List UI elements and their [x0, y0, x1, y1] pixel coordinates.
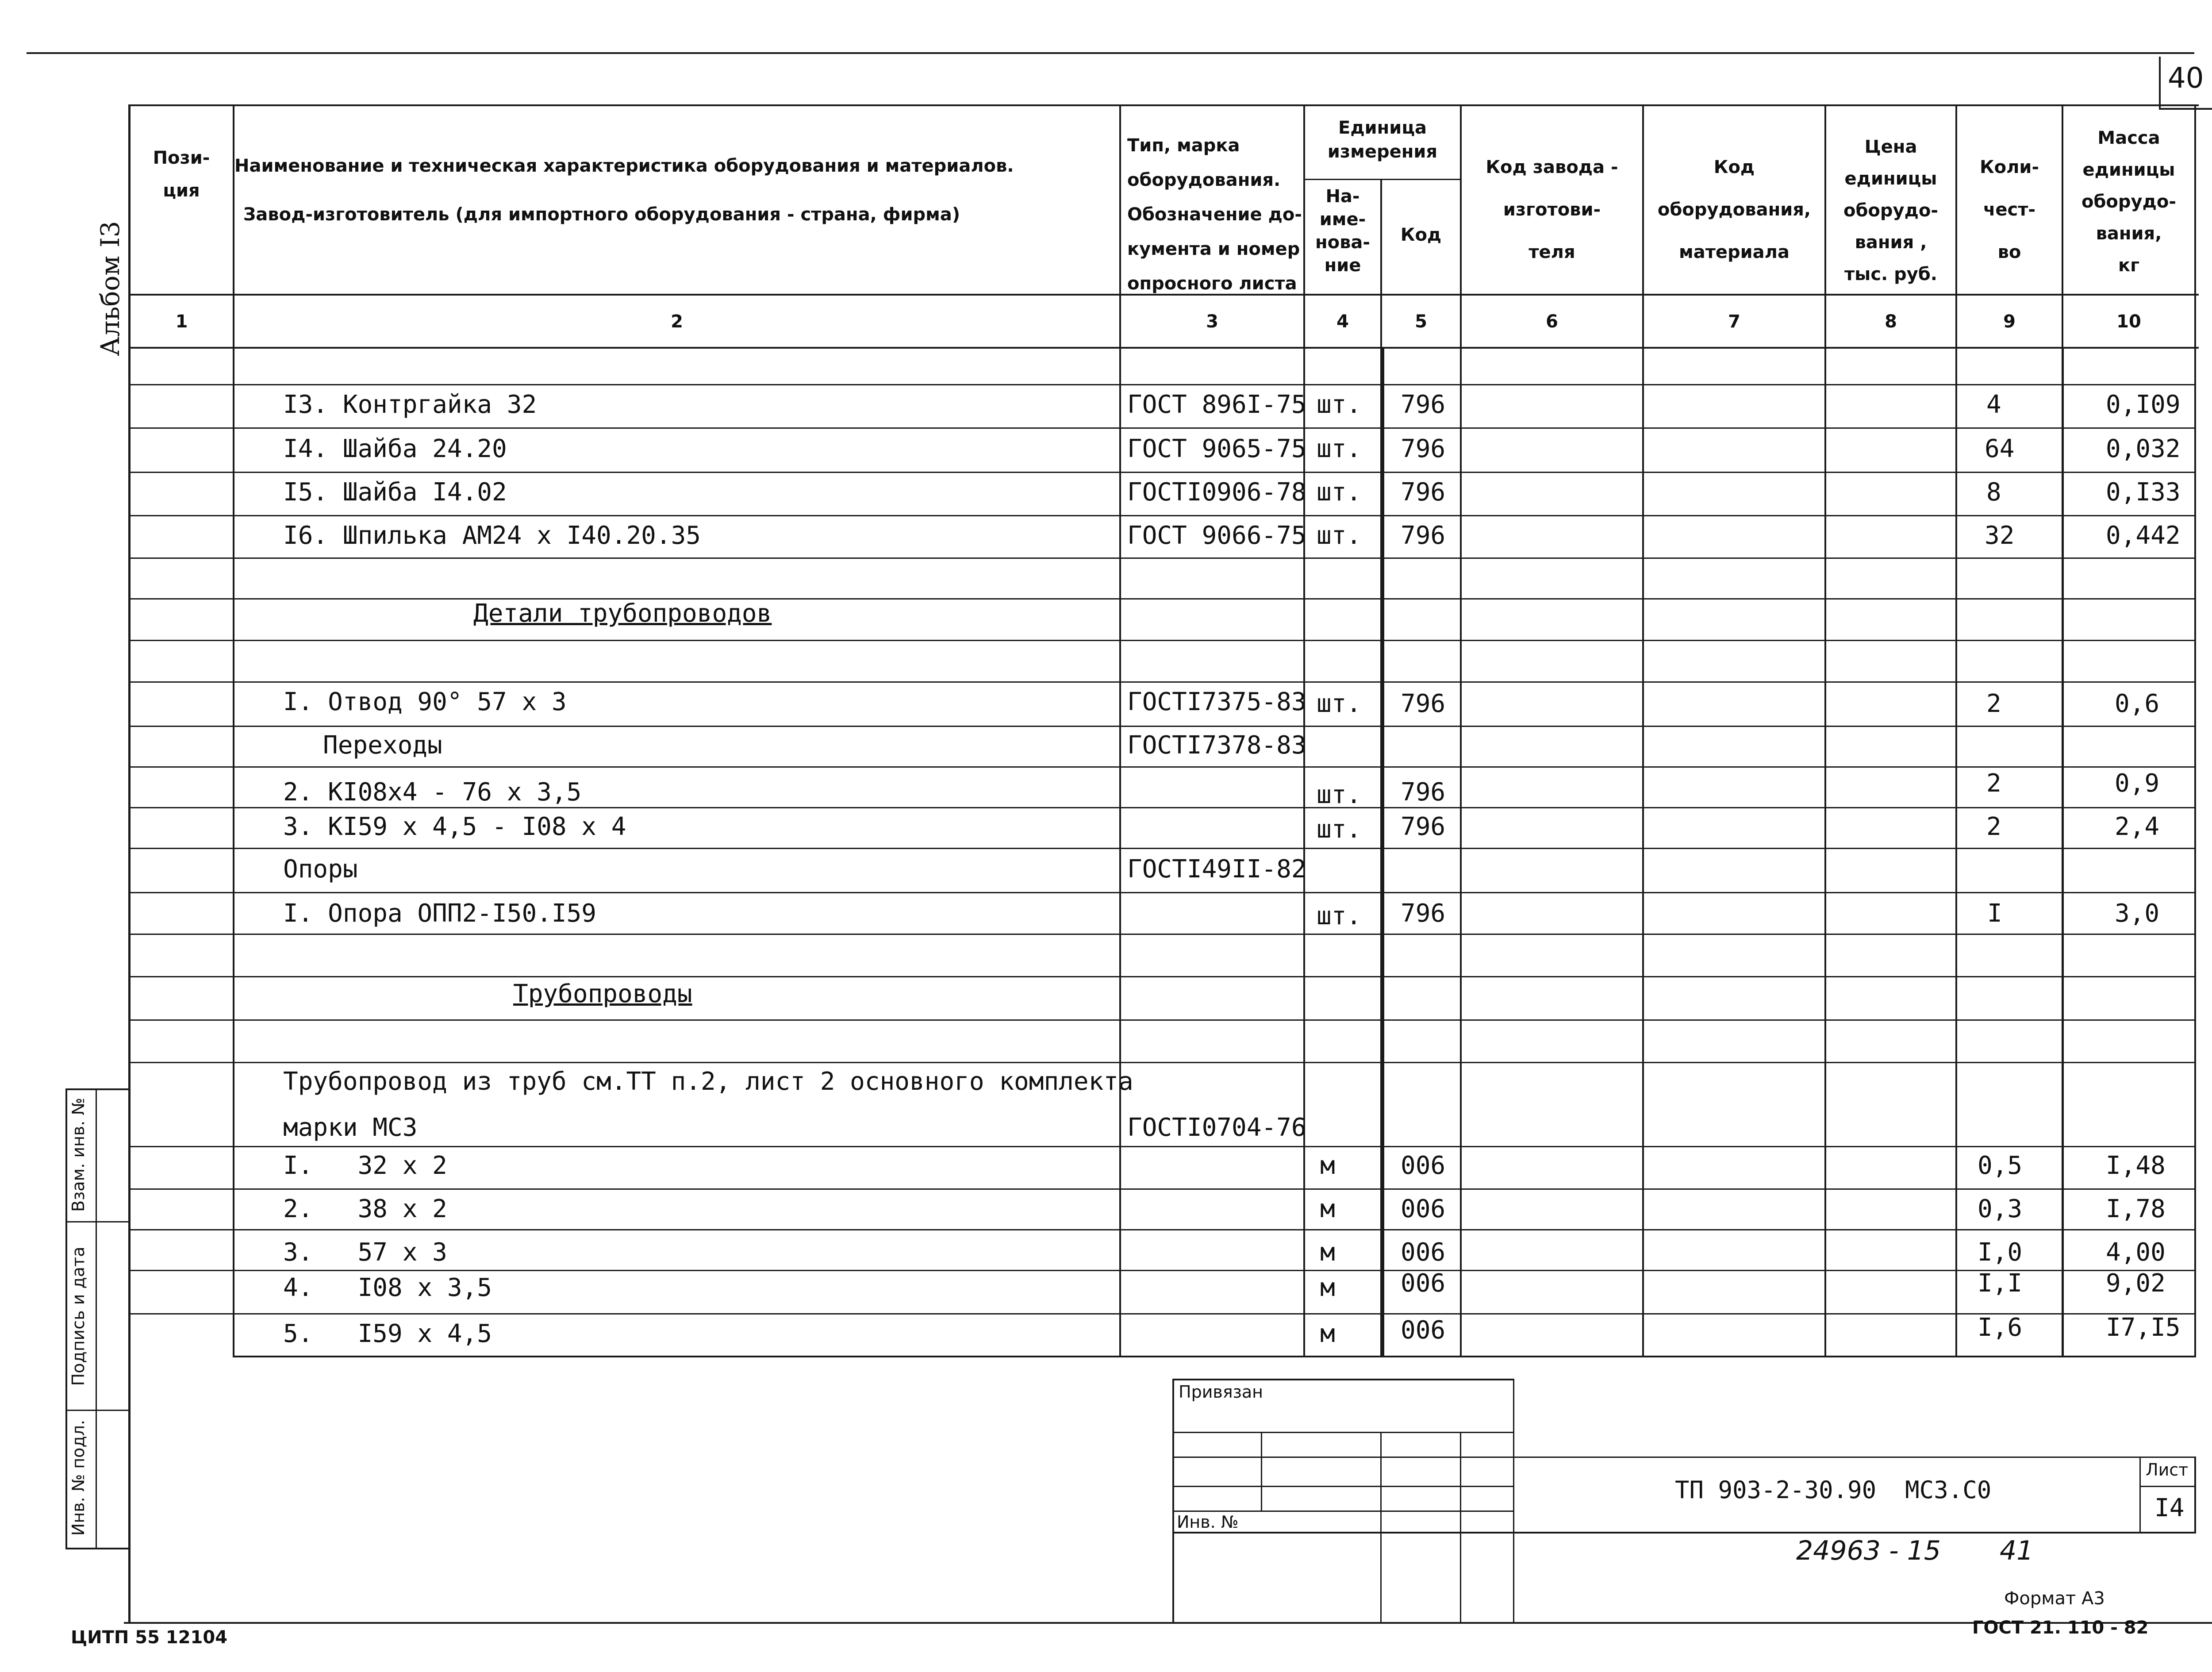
row-mass: 0,I09 [2106, 390, 2181, 419]
header-col8: Цена единицы оборудо- вания , тыс. руб. [1843, 137, 1938, 284]
row-line [128, 640, 2196, 641]
thick-right [2062, 347, 2064, 1357]
row-unit: м [1320, 1151, 1335, 1180]
row-line [128, 848, 2196, 849]
row-line [128, 766, 2196, 768]
row-line [128, 515, 2196, 516]
row-unit: м [1320, 1319, 1335, 1348]
col-line-6 [1642, 104, 1644, 1357]
row-mass: I,78 [2106, 1195, 2166, 1223]
stamp-sheet-split [2139, 1486, 2196, 1487]
table-top [128, 104, 2199, 106]
row-code: 796 [1401, 521, 1446, 550]
row-line [128, 1062, 2196, 1063]
row-mass: I7,I5 [2106, 1313, 2181, 1342]
row-doc: ГОСТI0704-76 [1127, 1113, 1306, 1142]
row-unit: шт. [1317, 478, 1362, 507]
row-unit: шт. [1317, 689, 1362, 718]
row-qty: I,I [1978, 1269, 2023, 1298]
row-name: 4. I08 х 3,5 [283, 1273, 492, 1302]
row-qty: 2 [1986, 689, 2001, 718]
side-vzam-inv: Взам. инв. № [69, 1098, 88, 1212]
frame-bottom [124, 1622, 2212, 1624]
row-qty: I,0 [1978, 1238, 2023, 1267]
col-line-7 [1824, 104, 1826, 1357]
bottom-left-code: ЦИТП 55 12104 [71, 1627, 228, 1648]
header-col9: Коли- чест- во [1979, 157, 2039, 262]
row-qty: 64 [1985, 434, 2015, 463]
row-mass: 3,0 [2115, 899, 2160, 928]
col-number: 8 [1885, 311, 1897, 332]
row-name: Опоры [283, 855, 358, 884]
row-code: 006 [1401, 1269, 1446, 1298]
row-code: 796 [1401, 390, 1446, 419]
header-col6: Код завода - изготови- теля [1486, 157, 1618, 262]
row-unit: шт. [1317, 521, 1362, 550]
row-line [128, 427, 2196, 429]
row-name: 3. 57 х 3 [283, 1238, 447, 1267]
col-number: 6 [1546, 311, 1558, 332]
header-unit-group: Единица измерения [1327, 118, 1438, 162]
stamp-row [1172, 1457, 1513, 1458]
corner-box-left [2159, 57, 2161, 109]
row-name: I3. Контргайка 32 [283, 390, 537, 419]
stamp-privyazan: Привязан [1179, 1382, 1263, 1402]
row-mass: 0,032 [2106, 434, 2181, 463]
row-code: 796 [1401, 812, 1446, 841]
row-code: 796 [1401, 778, 1446, 807]
stamp-row [1172, 1511, 1513, 1512]
row-mass: 0,6 [2115, 689, 2160, 718]
format-standard: ГОСТ 21. 110 - 82 [1972, 1618, 2149, 1638]
col-number: 10 [2116, 311, 2141, 332]
header-col2: Наименование и техническая характеристика оборудования и материалов. Завод-изготовитель (для импортного оборудования - страна, фирма) [234, 156, 1014, 225]
stamp-row [1172, 1486, 1513, 1487]
section-heading: Трубопроводы [513, 980, 692, 1008]
row-line [128, 1270, 2196, 1271]
header-col1: Пози- ция [153, 148, 210, 201]
stamp-top [1172, 1379, 1513, 1380]
row-line [128, 681, 2196, 683]
row-line [128, 892, 2196, 893]
row-name: марки МС3 [283, 1113, 418, 1142]
side-inv-podl: Инв. № подл. [69, 1419, 88, 1536]
row-line [128, 557, 2196, 559]
row-name: Переходы [323, 731, 442, 760]
row-name: 2. КI08х4 - 76 х 3,5 [283, 778, 582, 807]
row-code: 006 [1401, 1151, 1446, 1180]
row-doc: ГОСТ 9066-75 [1127, 521, 1306, 550]
row-name: I6. Шпилька АМ24 х I40.20.35 [283, 521, 701, 550]
row-qty: 32 [1985, 521, 2015, 550]
row-code: 006 [1401, 1195, 1446, 1223]
row-unit: м [1320, 1195, 1335, 1223]
row-qty: I,6 [1978, 1313, 2023, 1342]
row-code: 006 [1401, 1316, 1446, 1345]
row-unit: шт. [1317, 434, 1362, 463]
stamp-sheet-no: I4 [2154, 1494, 2185, 1522]
col-number: 7 [1728, 311, 1740, 332]
row-qty: 0,5 [1978, 1151, 2023, 1180]
row-line [128, 1229, 2196, 1230]
row-name: 2. 38 х 2 [283, 1195, 447, 1223]
col-number: 9 [2003, 311, 2016, 332]
row-name: 3. КI59 х 4,5 - I08 х 4 [283, 812, 626, 841]
row-mass: 9,02 [2106, 1269, 2166, 1298]
row-mass: 0,9 [2115, 769, 2160, 798]
row-unit: шт. [1317, 390, 1362, 419]
side-divider [65, 1221, 130, 1222]
row-name: I. Отвод 90° 57 х 3 [283, 688, 567, 716]
top-rule [27, 52, 2194, 54]
stamp-doc-top [1513, 1457, 2196, 1458]
section-heading: Детали трубопроводов [473, 599, 772, 628]
stamp-col [1460, 1432, 1461, 1622]
row-mass: 0,442 [2106, 521, 2181, 550]
side-box-inner [96, 1088, 97, 1549]
row-name: I. 32 х 2 [283, 1151, 447, 1180]
col-line-10 [2194, 104, 2196, 1357]
row-name: 5. I59 х 4,5 [283, 1319, 492, 1348]
row-line [128, 1019, 2196, 1021]
side-box-left [65, 1088, 67, 1549]
header-col5: Код [1400, 225, 1442, 245]
stamp-col [1380, 1432, 1382, 1622]
col-number: 5 [1415, 311, 1427, 332]
stamp-sheet-label: Лист [2146, 1460, 2189, 1480]
row-unit: м [1320, 1273, 1335, 1302]
row-line [128, 472, 2196, 473]
row-mass: I,48 [2106, 1151, 2166, 1180]
stamp-right [2194, 1457, 2196, 1533]
numbers-bottom [128, 347, 2199, 349]
row-unit: шт. [1317, 780, 1362, 809]
stamp-bottom [1172, 1532, 2196, 1534]
col-number: 3 [1206, 311, 1218, 332]
row-doc: ГОСТ 9065-75 [1127, 434, 1306, 463]
row-name: I5. Шайба I4.02 [283, 478, 507, 507]
format-label: Формат А3 [2004, 1588, 2105, 1609]
stamp-col [1261, 1432, 1262, 1511]
side-divider [65, 1410, 130, 1411]
row-mass: 2,4 [2115, 812, 2160, 841]
col-number: 1 [175, 311, 188, 332]
row-code: 006 [1401, 1238, 1446, 1267]
handwritten-sheet: 41 [2000, 1535, 2034, 1566]
row-name: I. Опора ОПП2-I50.I59 [283, 899, 597, 928]
sheet-corner-number: 40 [2168, 62, 2204, 95]
row-name: I4. Шайба 24.20 [283, 434, 507, 463]
row-qty: I [1987, 899, 2002, 928]
row-code: 796 [1401, 899, 1446, 928]
row-unit: м [1320, 1238, 1335, 1267]
unit-split [1304, 179, 1462, 180]
row-unit: шт. [1317, 902, 1362, 930]
row-doc: ГОСТ 896I-75 [1127, 390, 1306, 419]
row-qty: 8 [1986, 478, 2001, 507]
header-col4: На- име- нова- ние [1315, 186, 1371, 276]
row-line [128, 1188, 2196, 1190]
row-line [128, 598, 2196, 600]
col-number: 4 [1336, 311, 1349, 332]
stamp-left [1172, 1379, 1174, 1622]
row-line [128, 1146, 2196, 1147]
handwritten-number: 24963 - 15 [1796, 1535, 1941, 1566]
row-qty: 2 [1986, 812, 2001, 841]
stamp-sheet-left [2139, 1457, 2141, 1533]
stamp-inv-no: Инв. № [1177, 1512, 1239, 1532]
col-line-8 [1955, 104, 1957, 1357]
col-line-5 [1460, 104, 1462, 1357]
col-number: 2 [671, 311, 683, 332]
row-doc: ГОСТI7375-83 [1127, 688, 1306, 716]
row-line [128, 976, 2196, 977]
row-line [128, 1313, 2196, 1315]
row-line [128, 726, 2196, 727]
header-col7: Код оборудования, материала [1657, 157, 1811, 262]
side-box-bottom [65, 1548, 130, 1549]
row-mass: 4,00 [2106, 1238, 2166, 1267]
row-code: 796 [1401, 689, 1446, 718]
stamp-row [1172, 1432, 1513, 1433]
thick-left [1382, 347, 1384, 1357]
row-qty: 4 [1986, 390, 2001, 419]
row-line [128, 384, 2196, 385]
stamp-col [1513, 1379, 1514, 1622]
side-podpis-data: Подпись и дата [69, 1246, 88, 1386]
row-qty: 2 [1986, 769, 2001, 798]
row-doc: ГОСТI7378-83 [1127, 731, 1306, 760]
row-code: 796 [1401, 478, 1446, 507]
row-name: Трубопровод из труб см.ТТ п.2, лист 2 основного комплекта [283, 1067, 1133, 1096]
header-col10: Масса единицы оборудо- вания, кг [2081, 128, 2176, 276]
album-label: Альбом I3 [95, 221, 125, 356]
corner-box-bottom [2159, 108, 2212, 110]
row-qty: 0,3 [1978, 1195, 2023, 1223]
row-code: 796 [1401, 434, 1446, 463]
stamp-doc-code: ТП 903-2-30.90 МС3.С0 [1675, 1476, 1992, 1504]
row-doc: ГОСТI49II-82 [1127, 855, 1306, 884]
header-col3: Тип, марка оборудования. Обозначение до- кумента и номер опросного листа [1127, 135, 1302, 294]
row-mass: 0,I33 [2106, 478, 2181, 507]
row-unit: шт. [1317, 815, 1362, 844]
col-line-1 [233, 104, 234, 1357]
body-bottom [233, 1356, 2196, 1357]
row-doc: ГОСТI0906-78 [1127, 478, 1306, 507]
row-line [128, 934, 2196, 935]
